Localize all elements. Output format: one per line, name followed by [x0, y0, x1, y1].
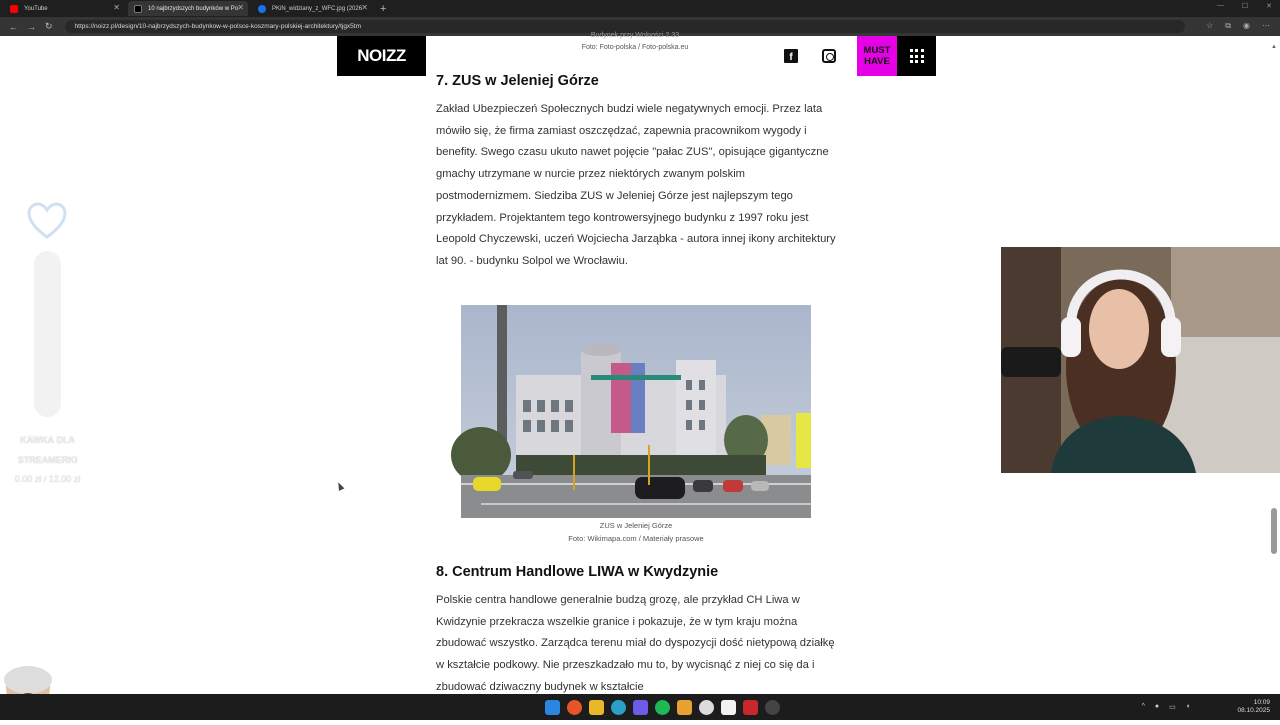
donation-progress-bar: [34, 251, 61, 417]
browser-toolbar: [1206, 21, 1270, 31]
streamer-webcam: [1001, 247, 1280, 473]
edge-icon[interactable]: [611, 700, 626, 715]
heart-icon: [27, 202, 67, 242]
microphone-icon[interactable]: ●: [1154, 703, 1160, 710]
webcam-image: [1001, 247, 1280, 473]
tab-youtube[interactable]: [4, 1, 124, 16]
close-tab-icon[interactable]: ✕: [361, 3, 368, 12]
chrome-icon[interactable]: [699, 700, 714, 715]
instagram-icon[interactable]: [822, 49, 836, 63]
network-icon[interactable]: ▭: [1169, 704, 1176, 711]
taskbar-apps: [545, 700, 780, 715]
profile-icon[interactable]: ◉: [1243, 21, 1250, 30]
close-tab-icon[interactable]: ✕: [237, 3, 244, 12]
obs-icon[interactable]: [765, 700, 780, 715]
minimize-icon[interactable]: —: [1216, 2, 1224, 9]
clock-time: 10:09: [1253, 699, 1270, 706]
close-window-icon[interactable]: ✕: [1266, 3, 1272, 10]
photo-credit: Foto: Wikimapa.com / Materiały prasowe: [568, 534, 704, 543]
notion-icon[interactable]: [721, 700, 736, 715]
mouse-cursor-icon: [336, 481, 345, 491]
donation-title: KAWKA DLA STREAMERKI: [17, 435, 78, 465]
spotify-icon[interactable]: [655, 700, 670, 715]
url-text: https://noizz.pl/design/10-najbrzydszych-budynkow-w-polsce-koszmary-polskiej-architektury/tjgx5tm: [74, 23, 362, 30]
section-7-paragraph: Zakład Ubezpieczeń Społecznych budzi wiele negatywnych emocji. Przez lata mówiło się, że firma zamiast oszczędzać, zapewnia pracownikom wygody i benefity. Swego czasu ukuto nawet pojęcie "pałac ZUS", opisujące gigantyczne gmachy utrzymane w nurcie przez niektórych zwanym polskim postmodernizmem. Siedziba ZUS w Jeleniej Górze jest najlepszym tego przykładem. Projektantem tego kontrowersyjnego budynku z 1997 roku jest Leopold Chyczewski, uczeń Wojciecha Jarząbka - autora innej ikony architektury lat 90. - budynku Solpol we Wrocławiu.: [436, 103, 836, 267]
bookmark-star-icon[interactable]: ☆: [1206, 21, 1214, 30]
noizz-favicon-icon: [134, 5, 142, 13]
scroll-thumb[interactable]: [1271, 508, 1277, 554]
previous-photo-credit: Foto: Foto-polska / Foto-polska.eu: [581, 44, 689, 51]
tab-title: 10 najbrzydszych budynków w Po: [148, 5, 239, 12]
previous-photo-title: Budynek przy Wolności 2.33: [590, 32, 680, 39]
discord-icon[interactable]: [633, 700, 648, 715]
tab-title: PKiN_widziany_z_WFC.jpg (2026: [272, 5, 363, 12]
wikimedia-favicon-icon: [258, 5, 266, 13]
volume-icon[interactable]: ◖: [1185, 703, 1190, 710]
windows-taskbar: [0, 694, 1280, 720]
reload-icon[interactable]: ↻: [45, 21, 53, 31]
file-explorer-icon[interactable]: [589, 700, 604, 715]
windows-start-icon[interactable]: [545, 700, 560, 715]
folder-icon[interactable]: [677, 700, 692, 715]
more-menu-icon[interactable]: ⋯: [1262, 21, 1270, 30]
zus-building-image: [461, 305, 811, 518]
facebook-icon[interactable]: f: [784, 49, 798, 63]
tab-wiki-image[interactable]: [252, 1, 372, 16]
noizz-logo[interactable]: NOIZZ: [337, 36, 426, 76]
section-8-paragraph: Polskie centra handlowe generalnie budzą grozę, ale przykład CH Liwa w Kwidzynie przekracza wszelkie granice i pokazuje, że w tym kraju można zbudować wszystko. Zarządca terenu miał do dyspozycji dość nietypową działkę w kształcie podkowy. Nie przeszkadzało mu to, by wycisnąć z niej co się da i zbudować dziwaczny budynek w kształcie: [436, 594, 835, 693]
tab-title: YouTube: [24, 5, 48, 12]
calendar-icon[interactable]: [743, 700, 758, 715]
close-tab-icon[interactable]: ✕: [113, 3, 120, 12]
taskbar-clock[interactable]: [1237, 699, 1270, 715]
tab-article[interactable]: [128, 1, 248, 16]
new-tab-button[interactable]: +: [380, 2, 387, 15]
system-tray: [1142, 703, 1190, 711]
clock-date: 08.10.2025: [1237, 707, 1270, 714]
previous-photo-caption: [560, 32, 710, 54]
forward-icon[interactable]: →: [27, 21, 36, 32]
back-icon[interactable]: ←: [9, 21, 18, 32]
maximize-icon[interactable]: ☐: [1241, 3, 1249, 10]
firefox-icon[interactable]: [567, 700, 582, 715]
youtube-favicon-icon: [10, 5, 18, 13]
section-8-heading: 8. Centrum Handlowe LIWA w Kwydzynie: [436, 564, 719, 580]
must-have-button[interactable]: MUST HAVE: [857, 36, 897, 76]
window-controls: [1217, 2, 1272, 10]
donation-amount: 0.00 zł / 12.00 zł: [14, 474, 81, 484]
grid-menu-icon[interactable]: [897, 36, 936, 76]
zus-building-photo[interactable]: [461, 305, 811, 518]
browser-tab-bar: [0, 0, 1280, 17]
tray-expand-icon[interactable]: ^: [1141, 703, 1145, 710]
scroll-up-icon[interactable]: ▲: [1271, 44, 1277, 50]
photo-caption: ZUS w Jeleniej Górze: [599, 521, 673, 530]
extensions-icon[interactable]: ⧉: [1225, 21, 1232, 30]
section-7-heading: 7. ZUS w Jeleniej Górze: [436, 73, 599, 89]
